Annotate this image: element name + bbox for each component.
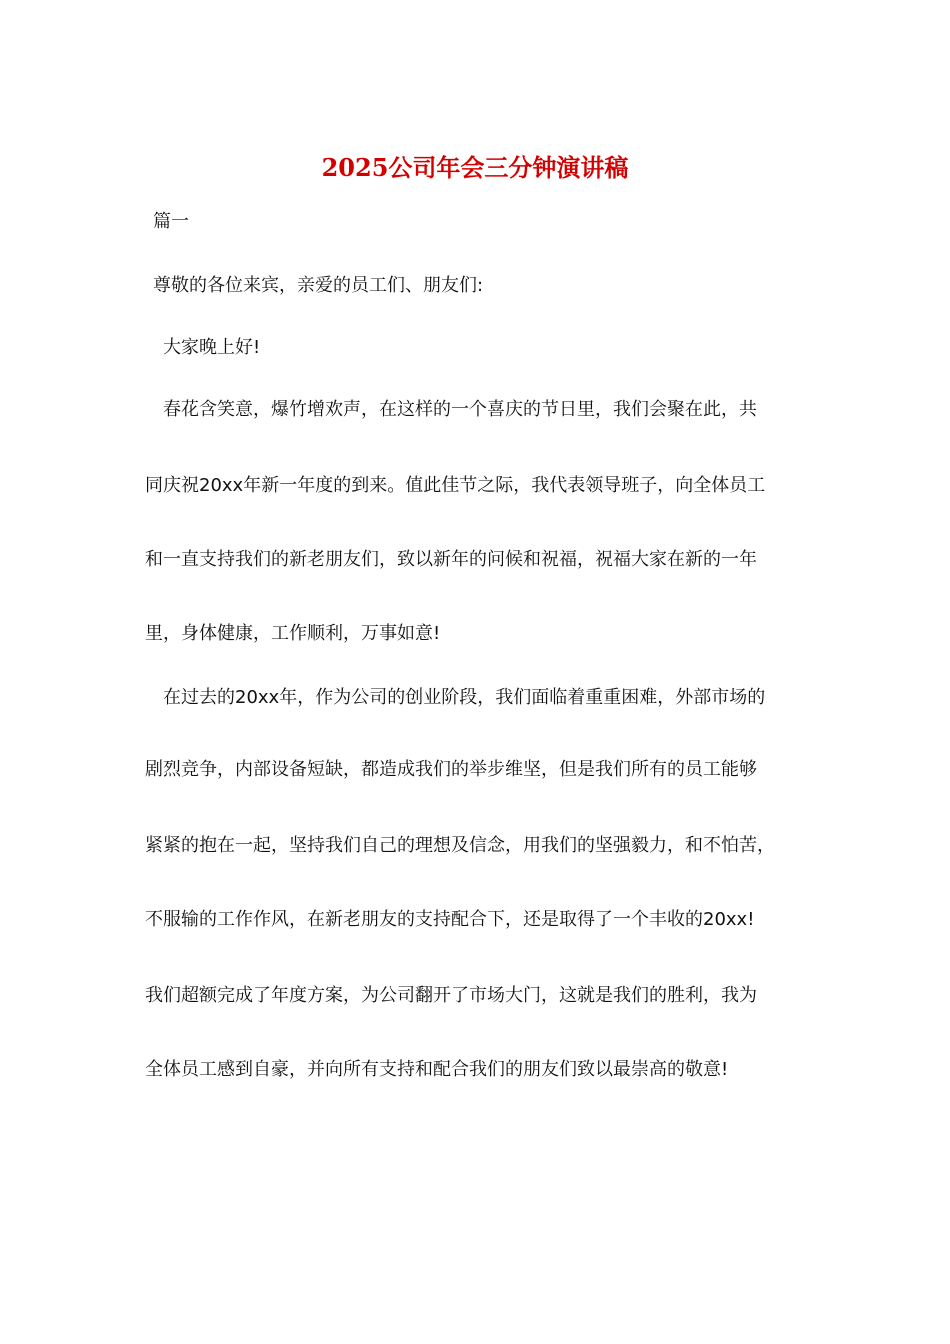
paragraph-line: 和一直支持我们的新老朋友们，致以新年的问候和祝福，祝福大家在新的一年 bbox=[145, 549, 757, 570]
document-title: 2025公司年会三分钟演讲稿 bbox=[321, 153, 629, 182]
greeting: 大家晚上好! bbox=[163, 337, 261, 358]
paragraph-line: 紧紧的抱在一起，坚持我们自己的理想及信念，用我们的坚强毅力，和不怕苦， bbox=[145, 835, 775, 856]
paragraph-line: 我们超额完成了年度方案，为公司翻开了市场大门，这就是我们的胜利，我为 bbox=[145, 985, 757, 1006]
paragraph-line: 春花含笑意，爆竹增欢声，在这样的一个喜庆的节日里，我们会聚在此，共 bbox=[163, 399, 757, 420]
paragraph-line: 不服输的工作作风，在新老朋友的支持配合下，还是取得了一个丰收的20xx! bbox=[145, 909, 755, 930]
section-label: 篇一 bbox=[153, 211, 189, 232]
paragraph-line: 全体员工感到自豪，并向所有支持和配合我们的朋友们致以最崇高的敬意! bbox=[145, 1059, 729, 1080]
paragraph-line: 里，身体健康，工作顺利，万事如意! bbox=[145, 623, 441, 644]
paragraph-line: 剧烈竞争，内部设备短缺，都造成我们的举步维坚，但是我们所有的员工能够 bbox=[145, 759, 757, 780]
paragraph-line: 在过去的20xx年，作为公司的创业阶段，我们面临着重重困难，外部市场的 bbox=[163, 687, 766, 708]
paragraph-line: 同庆祝20xx年新一年度的到来。值此佳节之际，我代表领导班子，向全体员工 bbox=[145, 475, 766, 496]
salutation: 尊敬的各位来宾，亲爱的员工们、朋友们: bbox=[153, 275, 484, 296]
